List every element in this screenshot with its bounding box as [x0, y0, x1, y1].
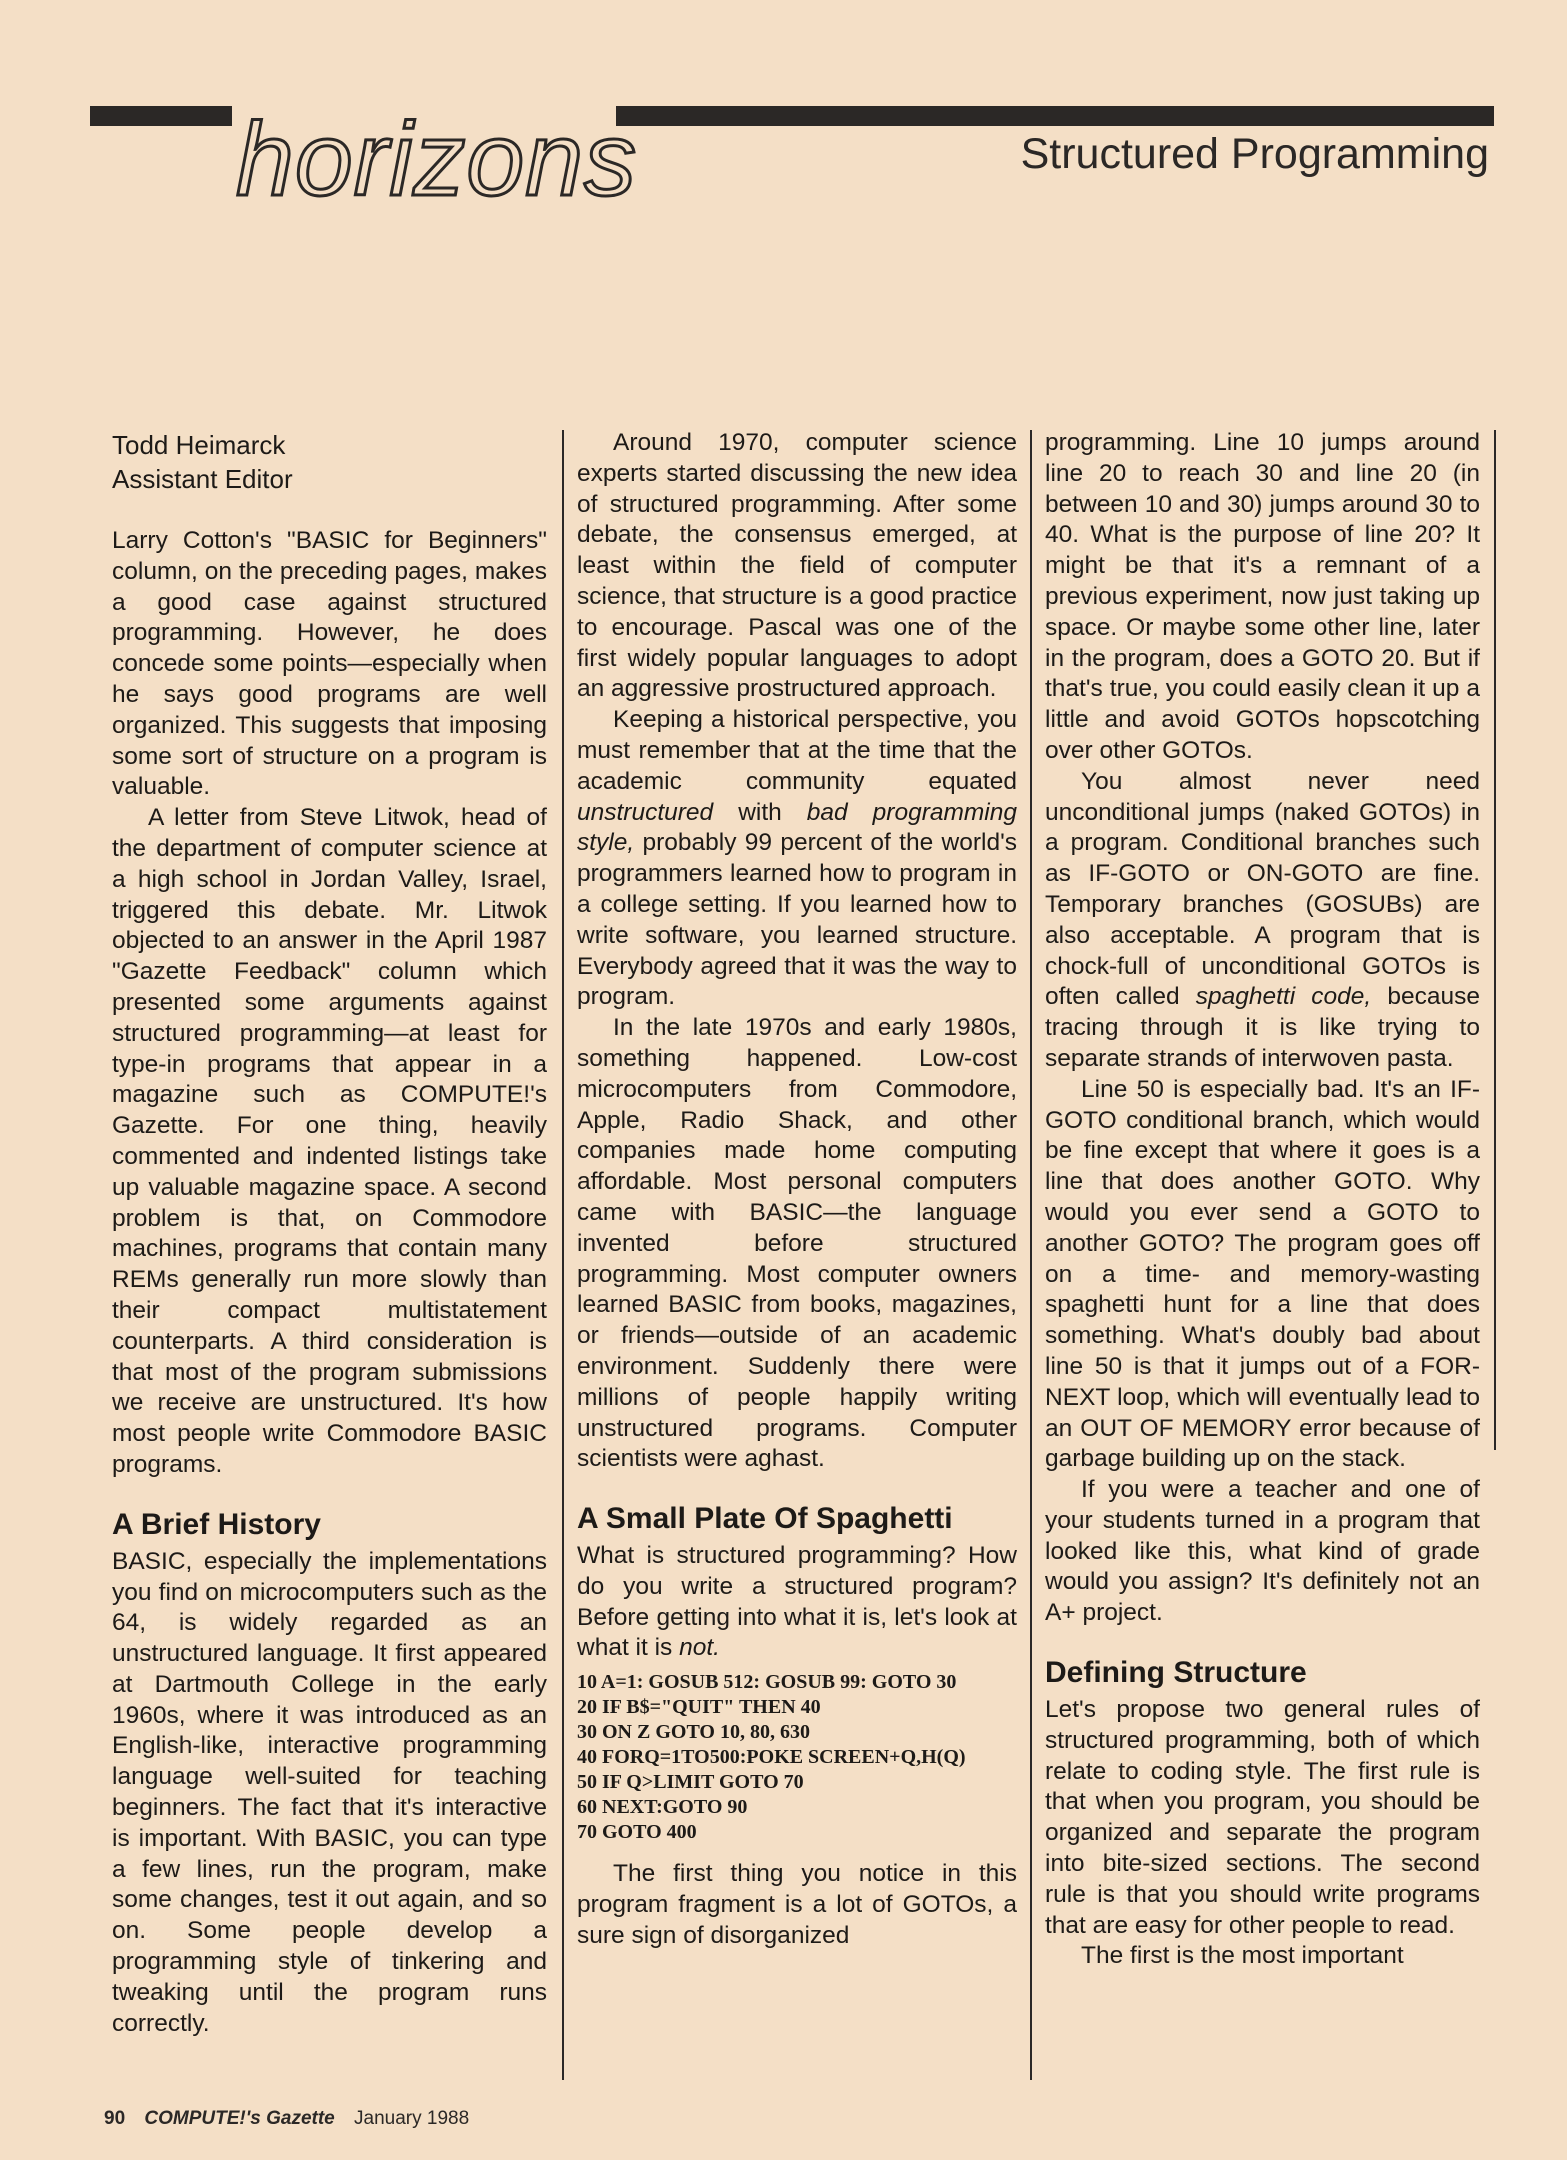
emphasis: bad programming style, — [577, 798, 1017, 857]
column-3 — [1045, 428, 1480, 2080]
section-title: Structured Programming — [1020, 130, 1489, 178]
code-line: 50 IF Q>LIMIT GOTO 70 — [577, 1771, 804, 1794]
paragraph: If you were a teacher and one of your students turned in a program that looked like this, what kind of grade would you assign? It's definitely not an A+ project. — [1045, 1476, 1480, 1627]
author-role: Assistant Editor — [112, 464, 293, 494]
column-rule-left — [562, 430, 564, 2080]
byline — [112, 428, 547, 496]
paragraph: Around 1970, computer science experts started discussing the new idea of structured programming. After some debate, the consensus emerged, at least within the field of computer science, that structure is a good practice to encourage. Pascal was one of the first widely popular languages to adopt an aggressive prostructured approach. — [577, 429, 1017, 703]
paragraph: A letter from Steve Litwok, head of the department of computer science at a high school in Jordan Valley, Israel, triggered this debate. Mr. Litwok objected to an answer in the April 1987 "Gazette Feedback" column which presented some arguments against structured programming—at least for type-in programs that appear in a magazine such as COMPUTE!'s Gazette. For one thing, heavily commented and indented listings take up valuable magazine space. A second problem is that, on Commodore machines, programs that contain many REMs generally run more slowly than their compact multistatement counterparts. A third consideration is that most of the program submissions we receive are unstructured. It's how most people write Commodore BASIC programs. — [112, 804, 547, 1478]
subheading-spaghetti: A Small Plate Of Spaghetti — [577, 1502, 953, 1536]
page-footer — [104, 2108, 469, 2130]
paragraph: Line 50 is especially bad. It's an IF-GOTO conditional branch, which would be fine except that where it goes is a line that does another GOTO. Why would you ever send a GOTO to another GOTO? The program goes off on a time- and memory-wasting spaghetti hunt for a line that does something. What's doubly bad about line 50 is that it jumps out of a FOR-NEXT loop, which will eventually lead to an OUT OF MEMORY error because of garbage building up on the stack. — [1045, 1075, 1480, 1473]
department-logo — [232, 102, 638, 222]
magazine-name: COMPUTE!'s Gazette — [144, 2108, 335, 2129]
paragraph: BASIC, especially the implementations you find on microcomputers such as the 64, is widely regarded as an unstructured language. It first appeared at Dartmouth College in the early 1960s, where it was introduced as an English-like, interactive programming language well-suited for teaching beginners. The fact that it's interactive is important. With BASIC, you can type a few lines, run the program, make some changes, test it out again, and so on. Some people develop a programming style of tinkering and tweaking until the program runs correctly. — [112, 1547, 547, 2037]
column-1 — [112, 428, 547, 2080]
code-line: 10 A=1: GOSUB 512: GOSUB 99: GOTO 30 — [577, 1671, 957, 1694]
logo-text: horizons — [236, 102, 638, 218]
paragraph: What is structured programming? How do you write a structured program? Before getting into what it is, let's look at what it is not. — [577, 1542, 1017, 1662]
author-name: Todd Heimarck — [112, 430, 286, 460]
paragraph: programming. Line 10 jumps around line 20 to reach 30 and line 20 (in between 10 and 30) jumps around 30 to 40. What is the purpose of line 20? It might be that it's a remnant of a previous experiment, now just taking up space. Or maybe some other line, later in the program, does a GOTO 20. But if that's true, you could easily clean it up a little and avoid GOTOs hopscotching over other GOTOs. — [1045, 429, 1480, 764]
code-line: 60 NEXT:GOTO 90 — [577, 1796, 748, 1819]
paragraph: Let's propose two general rules of structured programming, both of which relate to coding style. The first rule is that when you program, you should be organized and separate the program into bite-sized sections. The second rule is that you should write programs that are easy for other people to read. — [1045, 1696, 1480, 1939]
paragraph: In the late 1970s and early 1980s, something happened. Low-cost microcomputers from Commodore, Apple, Radio Shack, and other companies made home computing affordable. Most personal computers came with BASIC—the language invented before structured programming. Most computer owners learned BASIC from books, magazines, or friends—outside of an academic environment. Suddenly there were millions of people happily writing unstructured programs. Computer scientists were aghast. — [577, 1014, 1017, 1473]
paragraph: The first thing you notice in this program fragment is a lot of GOTOs, a sure sign of disorganized — [577, 1860, 1017, 1949]
emphasis: spaghetti code, — [1195, 983, 1372, 1011]
paragraph: Larry Cotton's "BASIC for Beginners" column, on the preceding pages, makes a good case against structured programming. However, he does concede some points—especially when he says good programs are well organized. This suggests that imposing some sort of structure on a program is valuable. — [112, 527, 547, 801]
column-2 — [577, 428, 1017, 2080]
subheading-history: A Brief History — [112, 1507, 321, 1541]
paragraph: You almost never need unconditional jumps (naked GOTOs) in a program. Conditional branches such as IF-GOTO or ON-GOTO are fine. Temporary branches (GOSUBs) are also acceptable. A program that is chock-full of unconditional GOTOs is often called spaghetti code, because tracing through it is like trying to separate strands of interwoven pasta. — [1045, 767, 1480, 1072]
code-line: 70 GOTO 400 — [577, 1821, 697, 1844]
column-rule-right — [1030, 430, 1032, 2080]
emphasis: not. — [679, 1634, 720, 1662]
column-rule-far-right — [1494, 430, 1496, 1450]
emphasis: unstructured — [577, 798, 714, 826]
code-listing — [577, 1670, 1017, 1845]
code-line: 20 IF B$="QUIT" THEN 40 — [577, 1696, 821, 1719]
paragraph: The first is the most important — [1081, 1942, 1404, 1970]
page-number: 90 — [104, 2108, 126, 2129]
code-line: 30 ON Z GOTO 10, 80, 630 — [577, 1721, 810, 1744]
code-line: 40 FORQ=1TO500:POKE SCREEN+Q,H(Q) — [577, 1746, 966, 1769]
paragraph: Keeping a historical perspective, you must remember that at the time that the academic community equated unstructured with bad programming style, probably 99 percent of the world's programmers learned how to program in a college setting. If you learned how to write software, you learned structure. Everybody agreed that it was the way to program. — [577, 706, 1017, 1011]
subheading-defining: Defining Structure — [1045, 1656, 1307, 1690]
issue-date: January 1988 — [354, 2108, 470, 2129]
